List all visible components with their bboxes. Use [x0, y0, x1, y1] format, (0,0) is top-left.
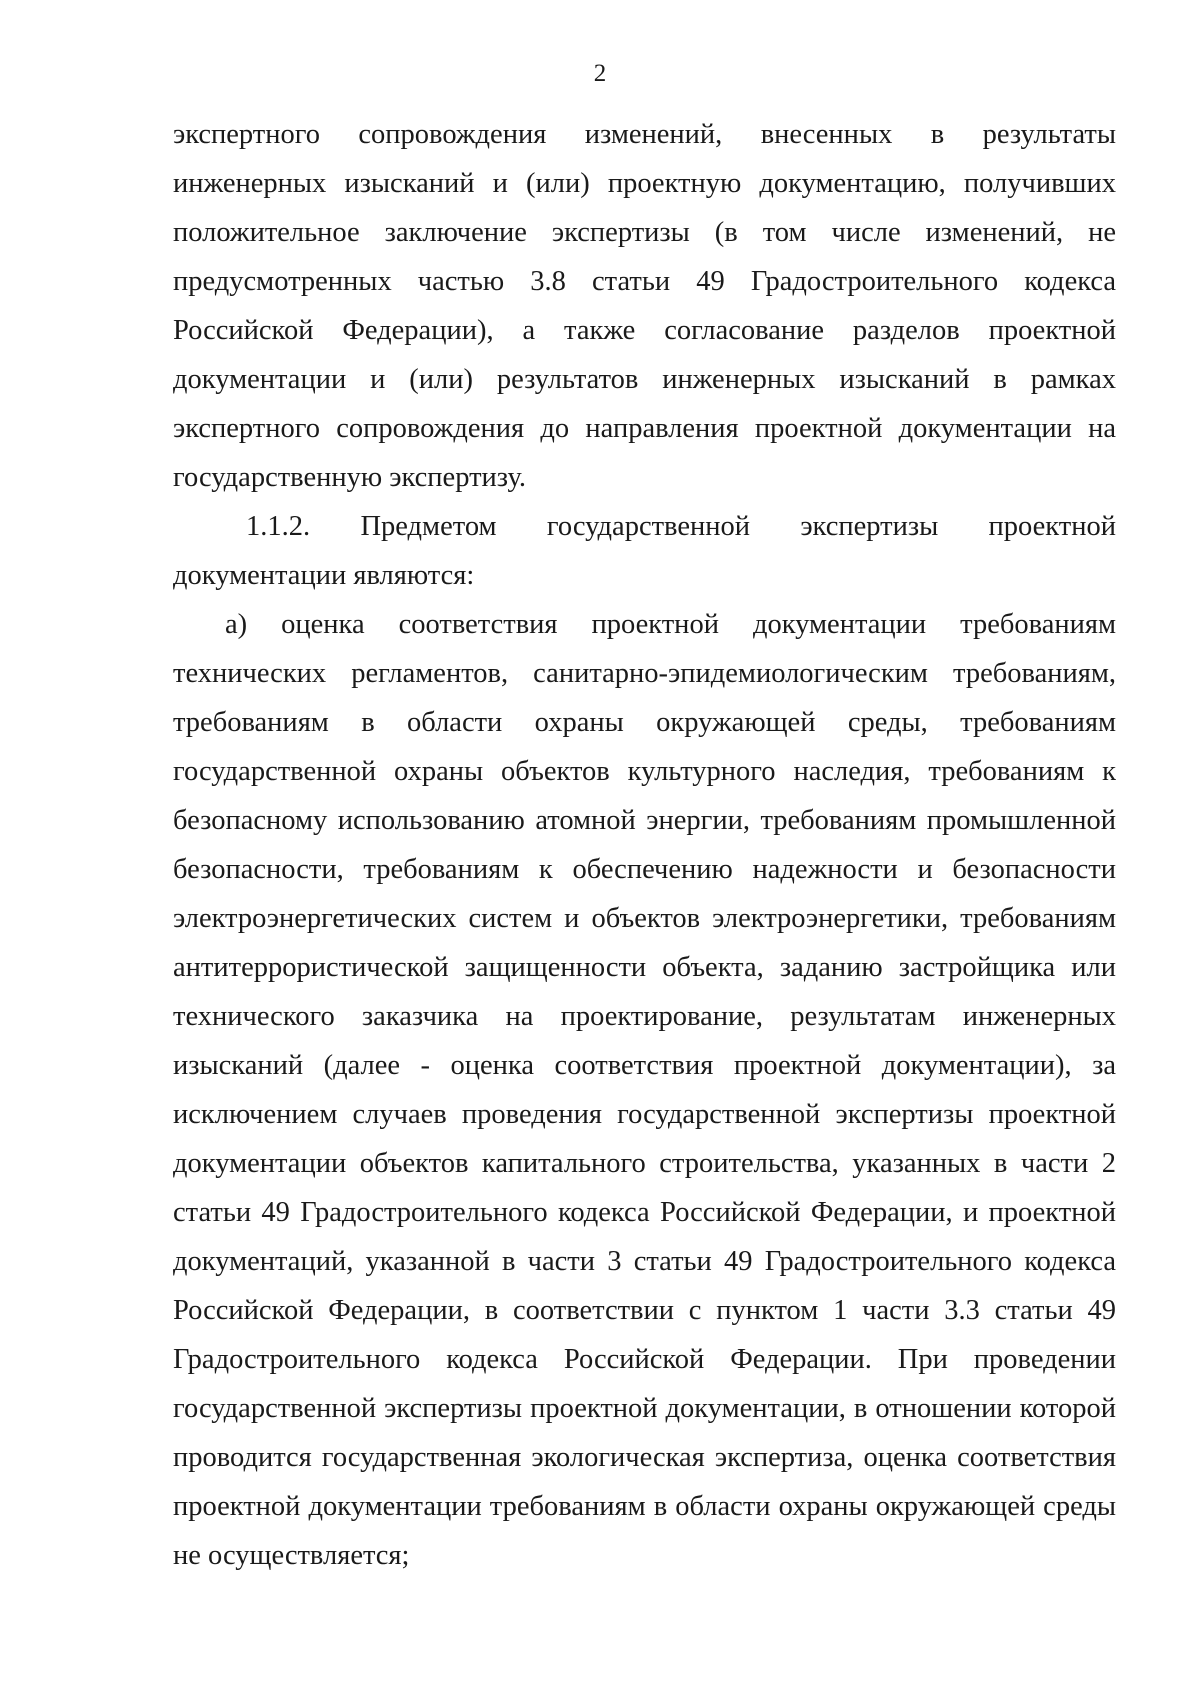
paragraph-clause-1-1-2: 1.1.2. Предметом государственной экспертизы проектной документации являются: — [173, 511, 1116, 591]
document-body — [173, 110, 1116, 1580]
page-number: 2 — [593, 60, 607, 87]
paragraph-item-a: а) оценка соответствия проектной документации требованиям технических регламентов, санитарно-эпидемиологическим требованиям, требованиям в области охраны окружающей среды, требованиям государственной охраны объектов культурного наследия, требованиям к безопасному использованию атомной энергии, требованиям промышленной безопасности, требованиям к обеспечению надежности и безопасности электроэнергетических систем и объектов электроэнергетики, требованиям антитеррористической защищенности объекта, заданию застройщика или технического заказчика на проектирование, результатам инженерных изысканий (далее - оценка соответствия проектной документации), за исключением случаев проведения государственной экспертизы проектной документации объектов капитального строительства, указанных в части 2 статьи 49 Градостроительного кодекса Российской Федерации, и проектной документаций, указанной в части 3 статьи 49 Градостроительного кодекса Российской Федерации, в соответствии с пунктом 1 части 3.3 статьи 49 Градостроительного кодекса Российской Федерации. При проведении государственной экспертизы проектной документации, в отношении которой проводится государственная экологическая экспертиза, оценка соответствия проектной документации требованиям в области охраны окружающей среды не осуществляется; — [173, 609, 1116, 1571]
paragraph-continuation: экспертного сопровождения изменений, внесенных в результаты инженерных изысканий и (или) проектную документацию, получивших положительное заключение экспертизы (в том числе изменений, не предусмотренных частью 3.8 статьи 49 Градостроительного кодекса Российской Федерации), а также согласование разделов проектной документации и (или) результатов инженерных изысканий в рамках экспертного сопровождения до направления проектной документации на государственную экспертизу. — [173, 119, 1116, 493]
